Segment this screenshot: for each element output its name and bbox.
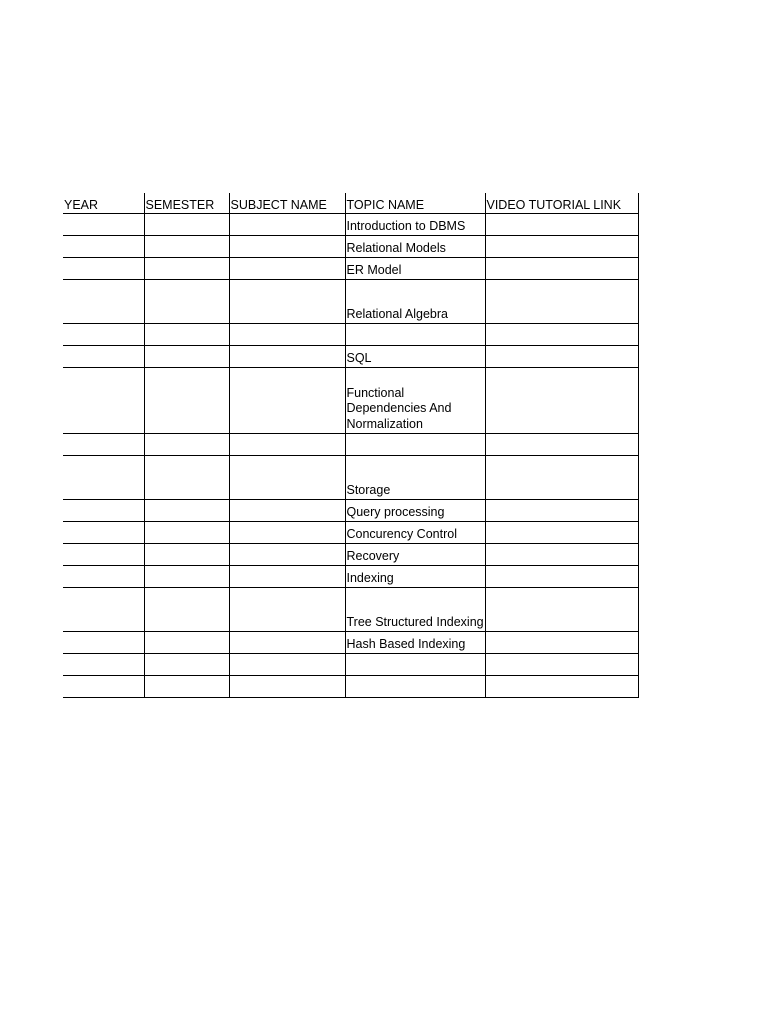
cell-link: [485, 500, 638, 522]
cell-topic: Hash Based Indexing: [345, 632, 485, 654]
cell-topic: Relational Algebra: [345, 280, 485, 324]
cell-semester: [144, 456, 229, 500]
table-row: [63, 324, 638, 346]
cell-subject: [229, 654, 345, 676]
cell-topic: ER Model: [345, 258, 485, 280]
cell-semester: [144, 258, 229, 280]
cell-semester: [144, 676, 229, 698]
cell-year: [63, 236, 144, 258]
cell-semester: [144, 544, 229, 566]
cell-subject: [229, 258, 345, 280]
cell-subject: [229, 588, 345, 632]
cell-semester: [144, 236, 229, 258]
cell-subject: [229, 500, 345, 522]
table-row: [63, 214, 638, 236]
table-row: [63, 280, 638, 324]
cell-semester: [144, 500, 229, 522]
cell-semester: [144, 214, 229, 236]
cell-topic: Introduction to DBMS: [345, 214, 485, 236]
cell-subject: [229, 214, 345, 236]
cell-link: [485, 522, 638, 544]
cell-year: [63, 324, 144, 346]
cell-year: [63, 676, 144, 698]
cell-subject: [229, 368, 345, 434]
cell-subject: [229, 522, 345, 544]
table-row: [63, 632, 638, 654]
table-row: [63, 368, 638, 434]
cell-subject: [229, 346, 345, 368]
cell-link: [485, 544, 638, 566]
cell-semester: [144, 280, 229, 324]
cell-year: [63, 544, 144, 566]
cell-topic: [345, 324, 485, 346]
cell-topic: Query processing: [345, 500, 485, 522]
cell-year: [63, 214, 144, 236]
table-row: [63, 566, 638, 588]
cell-link: [485, 676, 638, 698]
cell-subject: [229, 632, 345, 654]
cell-topic: Recovery: [345, 544, 485, 566]
cell-semester: [144, 654, 229, 676]
cell-subject: [229, 324, 345, 346]
cell-subject: [229, 676, 345, 698]
cell-subject: [229, 566, 345, 588]
cell-link: [485, 632, 638, 654]
cell-topic: Concurency Control: [345, 522, 485, 544]
table-row: [63, 544, 638, 566]
cell-topic: Tree Structured Indexing: [345, 588, 485, 632]
table-row: [63, 500, 638, 522]
header-year: YEAR: [63, 193, 144, 214]
cell-link: [485, 566, 638, 588]
table-row: [63, 654, 638, 676]
cell-subject: [229, 434, 345, 456]
table-row: [63, 676, 638, 698]
table-row: [63, 588, 638, 632]
cell-year: [63, 500, 144, 522]
cell-subject: [229, 280, 345, 324]
cell-semester: [144, 434, 229, 456]
cell-year: [63, 654, 144, 676]
cell-link: [485, 258, 638, 280]
header-row: [63, 193, 638, 214]
cell-semester: [144, 368, 229, 434]
table-row: [63, 434, 638, 456]
cell-year: [63, 588, 144, 632]
header-semester: SEMESTER: [144, 193, 229, 214]
cell-year: [63, 456, 144, 500]
table-row: [63, 522, 638, 544]
cell-year: [63, 346, 144, 368]
table-row: [63, 346, 638, 368]
cell-year: [63, 258, 144, 280]
table-row: [63, 456, 638, 500]
cell-semester: [144, 588, 229, 632]
cell-link: [485, 324, 638, 346]
cell-topic: Storage: [345, 456, 485, 500]
cell-link: [485, 588, 638, 632]
cell-semester: [144, 522, 229, 544]
cell-year: [63, 566, 144, 588]
cell-subject: [229, 544, 345, 566]
cell-topic: Relational Models: [345, 236, 485, 258]
cell-topic: [345, 654, 485, 676]
cell-link: [485, 280, 638, 324]
cell-year: [63, 522, 144, 544]
cell-subject: [229, 236, 345, 258]
cell-topic: Indexing: [345, 566, 485, 588]
cell-year: [63, 280, 144, 324]
cell-semester: [144, 346, 229, 368]
cell-semester: [144, 632, 229, 654]
cell-semester: [144, 566, 229, 588]
cell-subject: [229, 456, 345, 500]
cell-topic: SQL: [345, 346, 485, 368]
cell-semester: [144, 324, 229, 346]
cell-link: [485, 434, 638, 456]
cell-year: [63, 368, 144, 434]
cell-topic: [345, 434, 485, 456]
cell-link: [485, 236, 638, 258]
cell-topic: Functional Dependencies And Normalization: [345, 368, 485, 434]
spreadsheet: [63, 193, 639, 698]
table-row: [63, 236, 638, 258]
cell-link: [485, 368, 638, 434]
cell-link: [485, 654, 638, 676]
cell-topic: [345, 676, 485, 698]
header-topic-name: TOPIC NAME: [345, 193, 485, 214]
cell-year: [63, 434, 144, 456]
header-subject-name: SUBJECT NAME: [229, 193, 345, 214]
cell-link: [485, 214, 638, 236]
header-video-tutorial-link: VIDEO TUTORIAL LINK: [485, 193, 638, 214]
cell-link: [485, 346, 638, 368]
topics-table: [63, 193, 639, 698]
cell-year: [63, 632, 144, 654]
table-row: [63, 258, 638, 280]
cell-link: [485, 456, 638, 500]
